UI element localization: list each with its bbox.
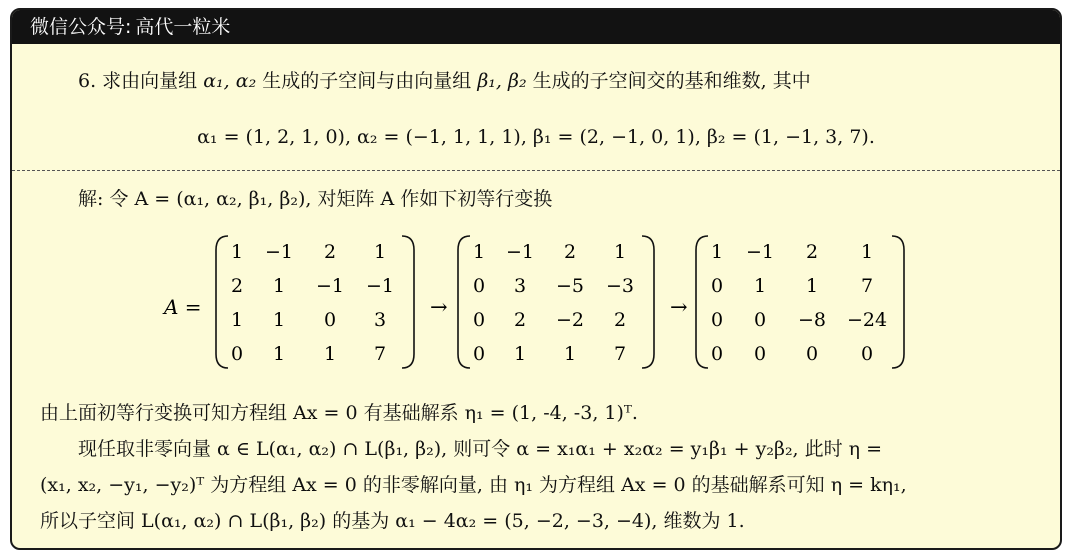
transform-arrow: → [670, 295, 688, 319]
matrix-cell: 0 [753, 343, 767, 365]
matrix-cell: 0 [710, 309, 724, 331]
matrix-left-bracket [696, 236, 708, 368]
matrix-cell: 0 [230, 343, 244, 365]
solution-line-3: (x₁, x₂, −y₁, −y₂)ᵀ 为方程组 Ax = 0 的非零解向量, 由 η₁ 为方程组 Ax = 0 的基础解系可知 η = kη₁, [40, 474, 907, 496]
matrix-cell: 0 [860, 343, 874, 365]
alpha-group: α₁, α₂ [203, 70, 257, 92]
matrix-cell: 0 [323, 309, 337, 331]
matrix-cell: 1 [230, 309, 244, 331]
matrix-cell: 2 [563, 241, 577, 263]
matrix-cell: −24 [846, 309, 888, 331]
matrix-cell: 7 [613, 343, 627, 365]
matrix-cell: 1 [710, 241, 724, 263]
matrix-cell: 2 [230, 275, 244, 297]
transform-arrow: → [430, 295, 448, 319]
matrix-cell: 1 [513, 343, 527, 365]
matrix-cell: −1 [315, 275, 345, 297]
matrix-cell: 0 [472, 275, 486, 297]
matrix-cell: 3 [373, 309, 387, 331]
matrix-cell: 0 [472, 309, 486, 331]
problem-card [10, 8, 1062, 550]
matrix-cell: 3 [513, 275, 527, 297]
matrix-cell: 1 [805, 275, 819, 297]
matrix-cell: −2 [555, 309, 585, 331]
matrix-cell: 0 [805, 343, 819, 365]
matrix-cell: 2 [513, 309, 527, 331]
solution-line-4: 所以子空间 L(α₁, α₂) ∩ L(β₁, β₂) 的基为 α₁ − 4α₂ = (5, −2, −3, −4), 维数为 1. [40, 510, 745, 532]
matrix-cell: 1 [472, 241, 486, 263]
matrix-cell: 0 [710, 275, 724, 297]
solution-line-1: 由上面初等行变换可知方程组 Ax = 0 有基础解系 η₁ = (1, -4, -3, 1)ᵀ. [40, 402, 638, 424]
problem-mid: 生成的子空间与由向量组 [262, 70, 472, 92]
problem-statement [12, 44, 1060, 164]
vectors-equation: α₁ = (1, 2, 1, 0), α₂ = (−1, 1, 1, 1), β₁ = (2, −1, 0, 1), β₂ = (1, −1, 3, 7). [197, 126, 875, 148]
dashed-divider [12, 170, 1060, 171]
card-header [12, 10, 1060, 44]
matrix-cell: 1 [272, 309, 286, 331]
matrix-cell: 1 [613, 241, 627, 263]
matrix-cell: 2 [613, 309, 627, 331]
matrix-cell: 1 [323, 343, 337, 365]
problem-prefix: 6. 求由向量组 [78, 70, 198, 92]
matrix-cell: 1 [860, 241, 874, 263]
matrix-right-bracket [642, 236, 654, 368]
matrix-cell: −8 [797, 309, 827, 331]
matrix-cell: 2 [805, 241, 819, 263]
matrix-cell: 1 [272, 275, 286, 297]
matrix-cell: −5 [555, 275, 585, 297]
matrix-lhs-label: A = [164, 295, 202, 319]
matrix-cell: 7 [860, 275, 874, 297]
matrix-left-bracket [458, 236, 470, 368]
matrix-cell: 1 [230, 241, 244, 263]
matrix-cell: 0 [710, 343, 724, 365]
matrix-right-bracket [892, 236, 904, 368]
matrix-cell: −1 [505, 241, 535, 263]
matrix-right-bracket [402, 236, 414, 368]
matrix-cell: 1 [272, 343, 286, 365]
matrix-cell: 0 [472, 343, 486, 365]
matrix-cell: 1 [373, 241, 387, 263]
matrix-cell: −1 [365, 275, 395, 297]
matrix-cell: 1 [753, 275, 767, 297]
matrix-left-bracket [216, 236, 228, 368]
solution-intro: 解: 令 A = (α₁, α₂, β₁, β₂), 对矩阵 A 作如下初等行变换 [78, 188, 553, 210]
matrix-cell: −1 [745, 241, 775, 263]
header-author: 高代一粒米 [135, 16, 231, 38]
problem-line [78, 66, 811, 93]
header-separator: : [125, 16, 132, 38]
matrix-cell: 1 [563, 343, 577, 365]
matrix-transform-svg [12, 232, 1060, 382]
header-title: 微信公众号 [30, 16, 126, 38]
solution-line-2: 现任取非零向量 α ∈ L(α₁, α₂) ∩ L(β₁, β₂), 则可令 α = x₁α₁ + x₂α₂ = y₁β₁ + y₂β₂, 此时 η = [78, 438, 883, 460]
beta-group: β₁, β₂ [477, 70, 527, 92]
matrix-transform-row [12, 232, 1060, 382]
matrix-cell: 7 [373, 343, 387, 365]
problem-suffix: 生成的子空间交的基和维数, 其中 [532, 70, 811, 92]
matrix-cell: 0 [753, 309, 767, 331]
matrix-cell: −1 [264, 241, 294, 263]
matrix-cell: 2 [323, 241, 337, 263]
matrix-cell: −3 [605, 275, 635, 297]
